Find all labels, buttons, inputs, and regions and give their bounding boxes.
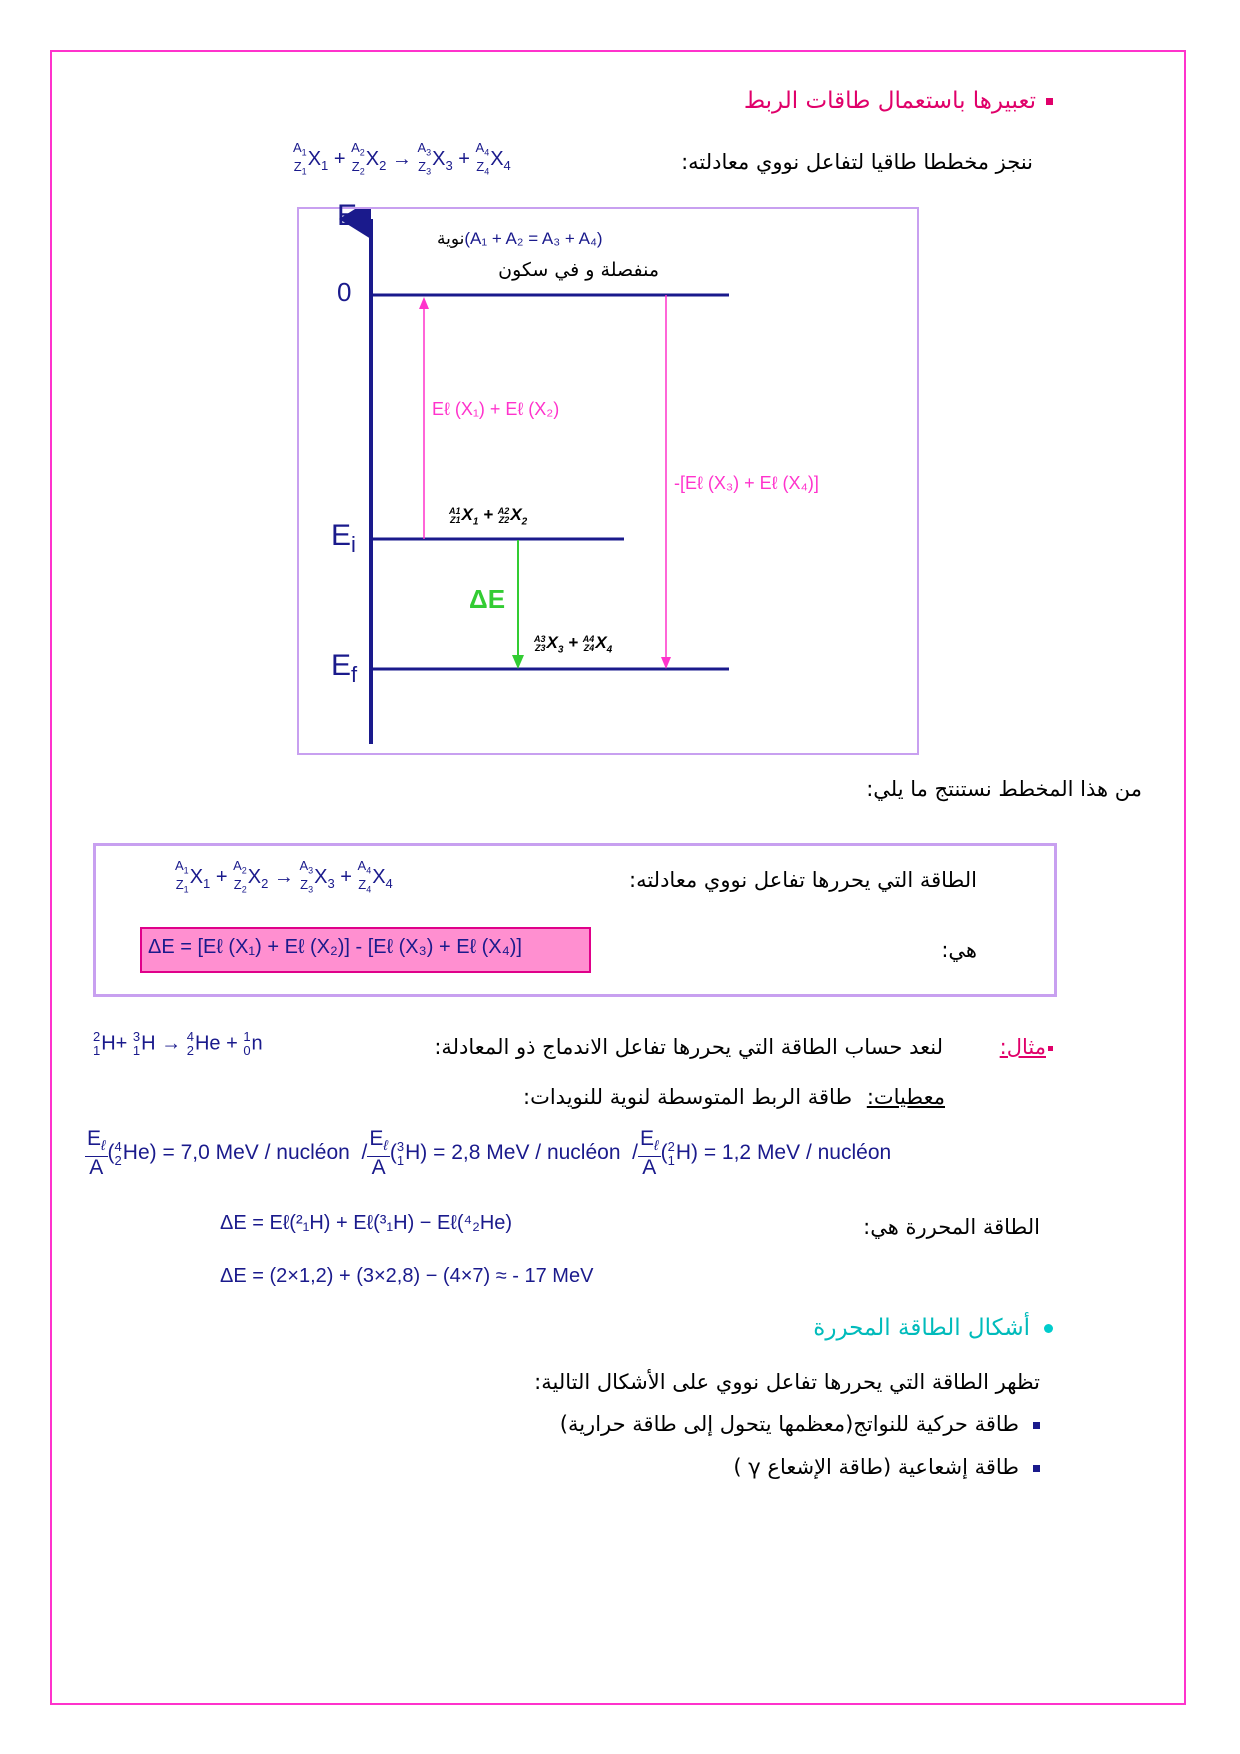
example-label: مثال: (999, 1035, 1046, 1059)
bullet-icon (1048, 1046, 1053, 1051)
value-he4: = 7,0 MeV / nucléon (162, 1141, 350, 1165)
diagram-svg (299, 209, 917, 753)
value-h2: = 1,2 MeV / nucléon (703, 1141, 892, 1165)
list-item: طاقة حركية للنواتج(معظمها يتحول إلى طاقة حرارية) (560, 1412, 1040, 1436)
level-zero-label: 0 (337, 277, 352, 307)
energy-diagram (297, 199, 919, 755)
givens-values: $\frac{E_\ell}{A}$ ( 4 2 He) = 7,0 MeV / nucléon / $\frac{E_\ell}{A}$ ( 3 1 H) = 2,8 MeV / nucléon / $\frac{E_\ell}{A}$ ( 2 1 H) = 1,2 MeV / nucléon (87, 1127, 892, 1180)
givens-label: معطيات: (866, 1085, 945, 1109)
fusion-equation: 2 1 H+ 3 1 H → 4 2 He + 1 0 n (93, 1029, 263, 1058)
calc-line2: ΔE = (2×1,2) + (3×2,8) − (4×7) ≈ - 17 MeV (220, 1265, 594, 1287)
delta-formula: ΔE = [Eℓ (X₁) + Eℓ (X₂)] - [Eℓ (X₃) + Eℓ (X₄)] (148, 936, 522, 958)
binding-reactants-label: Eℓ (X₁) + Eℓ (X₂) (432, 399, 560, 419)
products-label: A3 Z3 $X_3$ + A4 Z4 $X_4$ (534, 633, 613, 656)
section-title-text: تعبيرها باستعمال طاقات الربط (743, 88, 1036, 114)
calc-line1: ΔE = Eℓ(²₁H) + Eℓ(³₁H) − Eℓ(⁴₂He) (220, 1212, 513, 1234)
arrow-binding-products-head (661, 657, 671, 669)
section2-title-text: أشكال الطاقة المحررة (813, 1315, 1030, 1341)
givens-text: طاقة الربط المتوسطة لنوية للنويدات: (523, 1085, 853, 1109)
conclusion-text: من هذا المخطط نستنتج ما يلي: (866, 777, 1142, 801)
box-line1: الطاقة التي يحررها تفاعل نووي معادلته: (629, 868, 977, 892)
top-note-line2: منفصلة و في سكون (498, 259, 659, 281)
arrow-delta-e-head (512, 655, 524, 669)
box-equation: $A_1$ $Z_1$ $X_1$ + $A_2$ $Z_2$ $X_2$ → $A_3$ $Z_3$ $X_3$ + $A_4$ $Z_4$ $X_4$ (175, 858, 393, 895)
bullet-icon (1033, 1422, 1040, 1429)
axis-label-e: E (337, 199, 358, 232)
level-ef-label: $E_f$ (331, 649, 358, 687)
arrow-binding-reactants-head (419, 297, 429, 309)
givens-line (523, 1085, 945, 1109)
top-note-line1: نوية(A₁ + A₂ = A₃ + A₄) (437, 229, 603, 248)
example-line (434, 1035, 1053, 1059)
box-line2: هي: (941, 938, 977, 962)
list-item: طاقة إشعاعية (طاقة الإشعاع γ ) (733, 1455, 1040, 1479)
delta-e-label: ΔE (469, 584, 506, 614)
reactants-label: A1 Z1 $X_1$ + A2 Z2 $X_2$ (449, 505, 528, 528)
binding-products-label: -[Eℓ (X₃) + Eℓ (X₄)] (674, 473, 819, 493)
example-text: لنعد حساب الطاقة التي يحررها تفاعل الاندماج ذو المعادلة: (434, 1035, 943, 1059)
intro-text: ننجز مخططا طاقيا لتفاعل نووي معادلته: (681, 150, 1033, 174)
value-h3: = 2,8 MeV / nucléon (433, 1141, 621, 1165)
bullet-icon (1046, 98, 1053, 105)
level-ei-label: $E_i$ (331, 519, 356, 557)
bullet-icon (1033, 1465, 1040, 1472)
bullet-icon (1044, 1324, 1053, 1333)
reaction-equation: $A_1$ $Z_1$ $X_1$ + $A_2$ $Z_2$ $X_2$ → $A_3$ $Z_3$ $X_3$ + $A_4$ $Z_4$ $X_4$ (293, 140, 511, 177)
section2-title (813, 1315, 1053, 1341)
released-label: الطاقة المحررة هي: (863, 1215, 1040, 1239)
section-title (744, 88, 1053, 114)
section2-intro: تظهر الطاقة التي يحررها تفاعل نووي على الأشكال التالية: (534, 1370, 1040, 1394)
